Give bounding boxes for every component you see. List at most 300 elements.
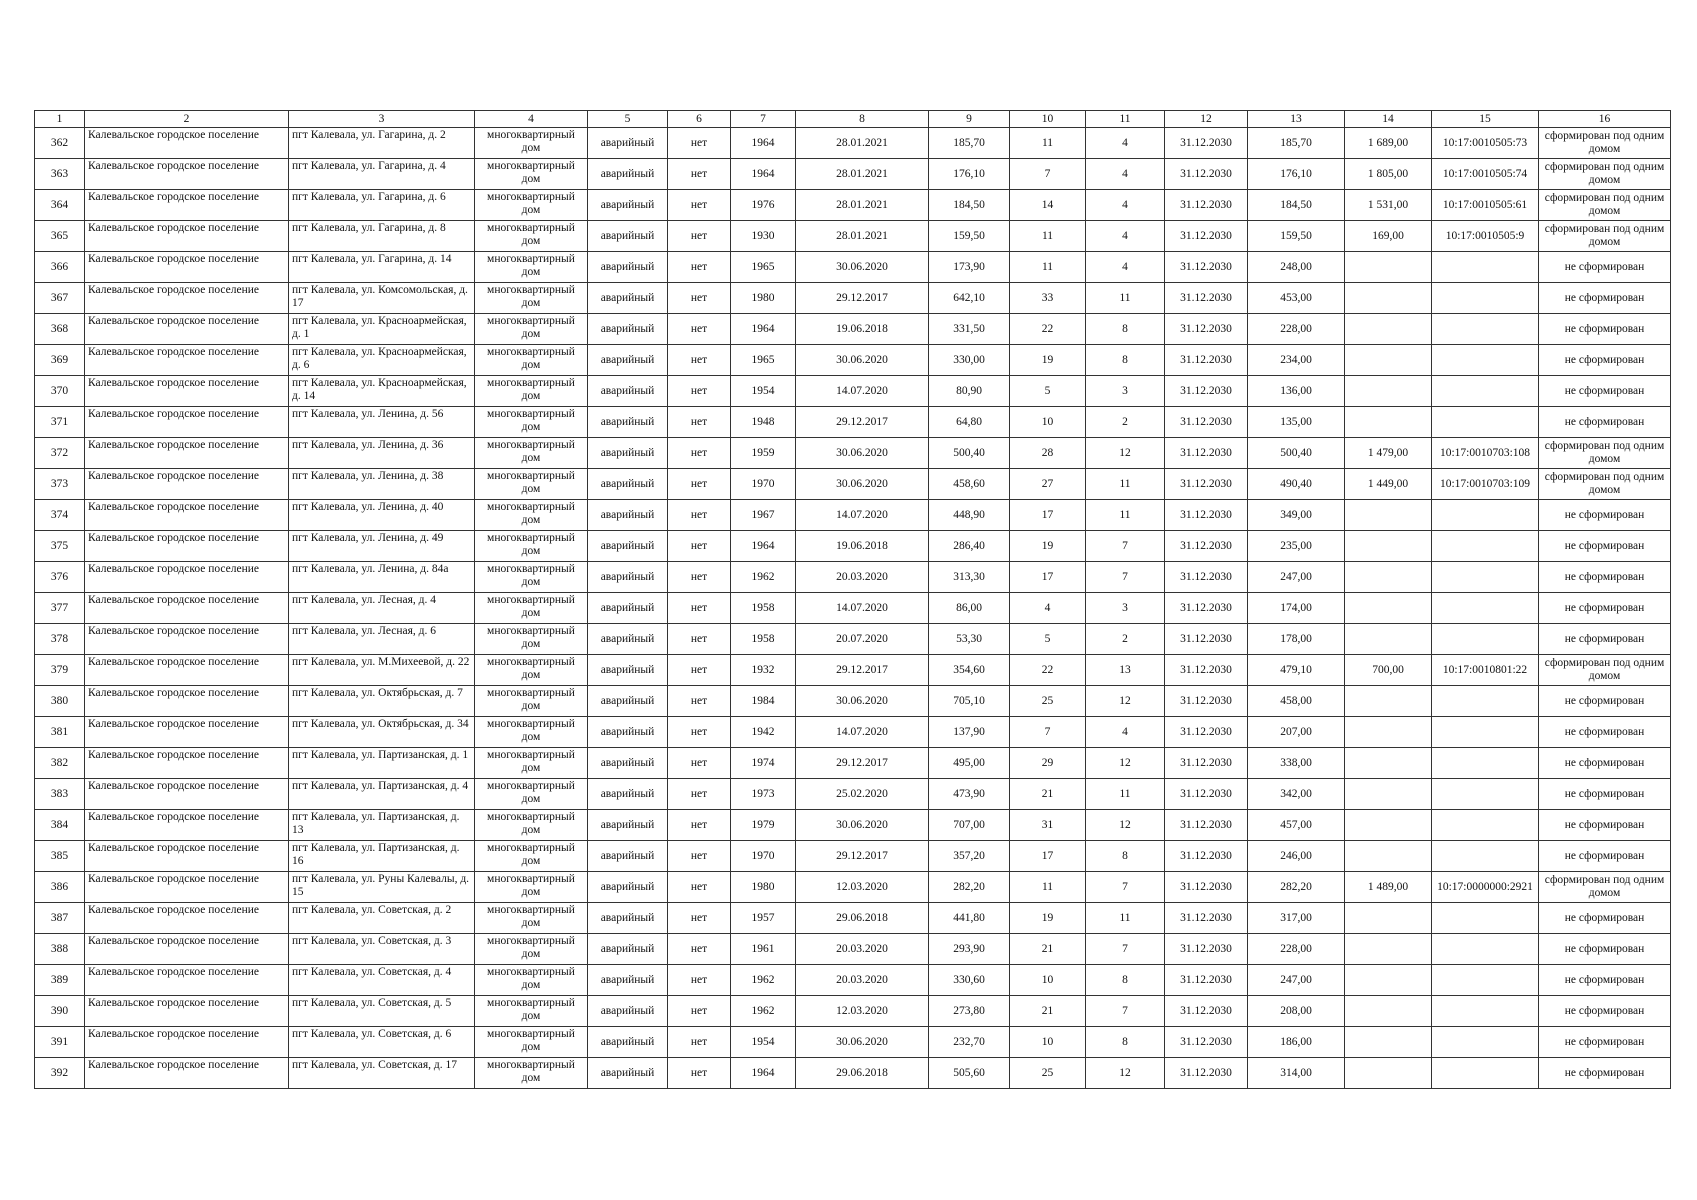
cell-building-type: многоквартирный дом xyxy=(475,376,588,407)
cell-address: пгт Калевала, ул. Партизанская, д. 16 xyxy=(289,841,475,872)
cell-deadline: 31.12.2030 xyxy=(1165,593,1248,624)
table-row xyxy=(35,903,1671,934)
cell-cadastral-number xyxy=(1432,283,1539,314)
table-row xyxy=(35,531,1671,562)
cell-address: пгт Калевала, ул. Октябрьская, д. 34 xyxy=(289,717,475,748)
cell-area-total: 178,00 xyxy=(1248,624,1345,655)
table-row xyxy=(35,1027,1671,1058)
cell-settlement: Калевальское городское поселение xyxy=(85,469,289,500)
cell-apartments: 11 xyxy=(1086,779,1165,810)
cell-cadastral-number xyxy=(1432,903,1539,934)
cell-land-area xyxy=(1345,779,1432,810)
cell-settlement: Калевальское городское поселение xyxy=(85,934,289,965)
table-row xyxy=(35,624,1671,655)
cell-apartments: 7 xyxy=(1086,996,1165,1027)
cell-area-total: 208,00 xyxy=(1248,996,1345,1027)
cell-condition: аварийный xyxy=(588,283,668,314)
cell-condition: аварийный xyxy=(588,965,668,996)
cell-condition: аварийный xyxy=(588,190,668,221)
cell-residents: 5 xyxy=(1010,624,1086,655)
table-row xyxy=(35,345,1671,376)
cell-building-type: многоквартирный дом xyxy=(475,779,588,810)
cell-area-total: 458,00 xyxy=(1248,686,1345,717)
table-row xyxy=(35,965,1671,996)
table-row xyxy=(35,686,1671,717)
cell-date: 29.06.2018 xyxy=(796,903,929,934)
cell-land-status: не сформирован xyxy=(1539,748,1671,779)
cell-land-area xyxy=(1345,624,1432,655)
cell-apartments: 12 xyxy=(1086,1058,1165,1089)
cell-row-number: 370 xyxy=(35,376,85,407)
cell-row-number: 371 xyxy=(35,407,85,438)
cell-address: пгт Калевала, ул. Советская, д. 2 xyxy=(289,903,475,934)
cell-apartments: 4 xyxy=(1086,128,1165,159)
cell-area-total: 248,00 xyxy=(1248,252,1345,283)
column-header-11: 11 xyxy=(1086,111,1165,128)
cell-cadastral-number xyxy=(1432,841,1539,872)
cell-apartments: 8 xyxy=(1086,345,1165,376)
cell-land-area xyxy=(1345,903,1432,934)
cell-land-area: 1 689,00 xyxy=(1345,128,1432,159)
cell-condition: аварийный xyxy=(588,345,668,376)
cell-building-type: многоквартирный дом xyxy=(475,469,588,500)
cell-area: 705,10 xyxy=(929,686,1010,717)
cell-date: 14.07.2020 xyxy=(796,376,929,407)
cell-deadline: 31.12.2030 xyxy=(1165,469,1248,500)
cell-build-year: 1942 xyxy=(731,717,796,748)
cell-date: 14.07.2020 xyxy=(796,593,929,624)
cell-row-number: 364 xyxy=(35,190,85,221)
cell-condition: аварийный xyxy=(588,810,668,841)
cell-residents: 28 xyxy=(1010,438,1086,469)
cell-row-number: 377 xyxy=(35,593,85,624)
cell-building-type: многоквартирный дом xyxy=(475,686,588,717)
cell-build-year: 1954 xyxy=(731,376,796,407)
cell-cadastral-number xyxy=(1432,531,1539,562)
cell-settlement: Калевальское городское поселение xyxy=(85,376,289,407)
cell-area-total: 490,40 xyxy=(1248,469,1345,500)
cell-build-year: 1962 xyxy=(731,996,796,1027)
cell-area-total: 247,00 xyxy=(1248,562,1345,593)
table-row xyxy=(35,1058,1671,1089)
cell-settlement: Калевальское городское поселение xyxy=(85,500,289,531)
cell-area: 286,40 xyxy=(929,531,1010,562)
cell-date: 12.03.2020 xyxy=(796,872,929,903)
cell-deadline: 31.12.2030 xyxy=(1165,283,1248,314)
cell-deadline: 31.12.2030 xyxy=(1165,748,1248,779)
cell-land-status: не сформирован xyxy=(1539,1027,1671,1058)
cell-area-total: 246,00 xyxy=(1248,841,1345,872)
cell-building-type: многоквартирный дом xyxy=(475,655,588,686)
cell-area-total: 453,00 xyxy=(1248,283,1345,314)
cell-relocated: нет xyxy=(668,531,731,562)
cell-row-number: 391 xyxy=(35,1027,85,1058)
cell-land-status: не сформирован xyxy=(1539,531,1671,562)
cell-apartments: 12 xyxy=(1086,748,1165,779)
cell-settlement: Калевальское городское поселение xyxy=(85,221,289,252)
cell-residents: 14 xyxy=(1010,190,1086,221)
cell-land-status: не сформирован xyxy=(1539,500,1671,531)
cell-area-total: 457,00 xyxy=(1248,810,1345,841)
cell-area-total: 135,00 xyxy=(1248,407,1345,438)
cell-settlement: Калевальское городское поселение xyxy=(85,748,289,779)
cell-date: 29.12.2017 xyxy=(796,841,929,872)
cell-date: 14.07.2020 xyxy=(796,717,929,748)
cell-condition: аварийный xyxy=(588,252,668,283)
cell-building-type: многоквартирный дом xyxy=(475,407,588,438)
table-row xyxy=(35,283,1671,314)
cell-land-area: 1 489,00 xyxy=(1345,872,1432,903)
column-header-5: 5 xyxy=(588,111,668,128)
cell-address: пгт Калевала, ул. Ленина, д. 40 xyxy=(289,500,475,531)
cell-build-year: 1980 xyxy=(731,872,796,903)
cell-row-number: 378 xyxy=(35,624,85,655)
cell-area-total: 342,00 xyxy=(1248,779,1345,810)
cell-relocated: нет xyxy=(668,903,731,934)
cell-condition: аварийный xyxy=(588,376,668,407)
cell-address: пгт Калевала, ул. Ленина, д. 84а xyxy=(289,562,475,593)
cell-land-area xyxy=(1345,1027,1432,1058)
cell-apartments: 8 xyxy=(1086,841,1165,872)
cell-deadline: 31.12.2030 xyxy=(1165,190,1248,221)
table-row xyxy=(35,376,1671,407)
cell-date: 30.06.2020 xyxy=(796,810,929,841)
cell-area-total: 159,50 xyxy=(1248,221,1345,252)
cell-land-area: 1 479,00 xyxy=(1345,438,1432,469)
cell-residents: 27 xyxy=(1010,469,1086,500)
cell-build-year: 1962 xyxy=(731,562,796,593)
cell-area: 185,70 xyxy=(929,128,1010,159)
cell-apartments: 4 xyxy=(1086,252,1165,283)
cell-relocated: нет xyxy=(668,221,731,252)
cell-area: 64,80 xyxy=(929,407,1010,438)
cell-row-number: 369 xyxy=(35,345,85,376)
column-header-14: 14 xyxy=(1345,111,1432,128)
cell-address: пгт Калевала, ул. Комсомольская, д. 17 xyxy=(289,283,475,314)
cell-relocated: нет xyxy=(668,624,731,655)
cell-area-total: 317,00 xyxy=(1248,903,1345,934)
cell-deadline: 31.12.2030 xyxy=(1165,779,1248,810)
cell-residents: 10 xyxy=(1010,407,1086,438)
cell-apartments: 8 xyxy=(1086,1027,1165,1058)
cell-build-year: 1961 xyxy=(731,934,796,965)
cell-land-status: не сформирован xyxy=(1539,624,1671,655)
cell-residents: 21 xyxy=(1010,779,1086,810)
cell-relocated: нет xyxy=(668,934,731,965)
cell-area: 176,10 xyxy=(929,159,1010,190)
cell-condition: аварийный xyxy=(588,1027,668,1058)
cell-settlement: Калевальское городское поселение xyxy=(85,841,289,872)
cell-land-status: не сформирован xyxy=(1539,841,1671,872)
cell-row-number: 382 xyxy=(35,748,85,779)
cell-area: 495,00 xyxy=(929,748,1010,779)
cell-apartments: 4 xyxy=(1086,717,1165,748)
cell-date: 12.03.2020 xyxy=(796,996,929,1027)
cell-land-status: сформирован под одним домом xyxy=(1539,221,1671,252)
cell-building-type: многоквартирный дом xyxy=(475,438,588,469)
cell-building-type: многоквартирный дом xyxy=(475,996,588,1027)
cell-apartments: 3 xyxy=(1086,376,1165,407)
cell-land-status: не сформирован xyxy=(1539,252,1671,283)
cell-building-type: многоквартирный дом xyxy=(475,965,588,996)
cell-residents: 25 xyxy=(1010,686,1086,717)
cell-condition: аварийный xyxy=(588,748,668,779)
cell-cadastral-number xyxy=(1432,810,1539,841)
cell-row-number: 374 xyxy=(35,500,85,531)
cell-apartments: 7 xyxy=(1086,531,1165,562)
cell-address: пгт Калевала, ул. Гагарина, д. 2 xyxy=(289,128,475,159)
table-row xyxy=(35,655,1671,686)
cell-address: пгт Калевала, ул. М.Михеевой, д. 22 xyxy=(289,655,475,686)
cell-row-number: 373 xyxy=(35,469,85,500)
cell-land-status: не сформирован xyxy=(1539,996,1671,1027)
cell-cadastral-number xyxy=(1432,748,1539,779)
cell-condition: аварийный xyxy=(588,593,668,624)
cell-relocated: нет xyxy=(668,655,731,686)
cell-area-total: 184,50 xyxy=(1248,190,1345,221)
cell-building-type: многоквартирный дом xyxy=(475,283,588,314)
cell-land-status: не сформирован xyxy=(1539,686,1671,717)
cell-cadastral-number xyxy=(1432,407,1539,438)
cell-relocated: нет xyxy=(668,159,731,190)
cell-area: 330,60 xyxy=(929,965,1010,996)
cell-area: 159,50 xyxy=(929,221,1010,252)
cell-relocated: нет xyxy=(668,252,731,283)
cell-condition: аварийный xyxy=(588,314,668,345)
cell-date: 25.02.2020 xyxy=(796,779,929,810)
cell-apartments: 12 xyxy=(1086,438,1165,469)
cell-residents: 10 xyxy=(1010,965,1086,996)
cell-condition: аварийный xyxy=(588,500,668,531)
cell-row-number: 372 xyxy=(35,438,85,469)
cell-area: 86,00 xyxy=(929,593,1010,624)
cell-condition: аварийный xyxy=(588,159,668,190)
cell-deadline: 31.12.2030 xyxy=(1165,624,1248,655)
cell-land-status: не сформирован xyxy=(1539,376,1671,407)
cell-residents: 7 xyxy=(1010,717,1086,748)
cell-date: 19.06.2018 xyxy=(796,531,929,562)
cell-apartments: 11 xyxy=(1086,903,1165,934)
cell-area: 458,60 xyxy=(929,469,1010,500)
cell-build-year: 1930 xyxy=(731,221,796,252)
cell-date: 28.01.2021 xyxy=(796,159,929,190)
cell-address: пгт Калевала, ул. Советская, д. 6 xyxy=(289,1027,475,1058)
cell-land-area: 1 531,00 xyxy=(1345,190,1432,221)
cell-deadline: 31.12.2030 xyxy=(1165,500,1248,531)
cell-settlement: Калевальское городское поселение xyxy=(85,314,289,345)
cell-cadastral-number xyxy=(1432,593,1539,624)
cell-build-year: 1967 xyxy=(731,500,796,531)
cell-relocated: нет xyxy=(668,283,731,314)
cell-land-status: не сформирован xyxy=(1539,345,1671,376)
cell-relocated: нет xyxy=(668,562,731,593)
table-row xyxy=(35,841,1671,872)
cell-build-year: 1964 xyxy=(731,159,796,190)
cell-residents: 25 xyxy=(1010,1058,1086,1089)
cell-build-year: 1964 xyxy=(731,1058,796,1089)
cell-residents: 19 xyxy=(1010,903,1086,934)
cell-cadastral-number xyxy=(1432,624,1539,655)
cell-land-status: не сформирован xyxy=(1539,965,1671,996)
cell-condition: аварийный xyxy=(588,221,668,252)
cell-date: 30.06.2020 xyxy=(796,469,929,500)
cell-row-number: 379 xyxy=(35,655,85,686)
cell-building-type: многоквартирный дом xyxy=(475,841,588,872)
cell-building-type: многоквартирный дом xyxy=(475,593,588,624)
cell-apartments: 8 xyxy=(1086,965,1165,996)
cell-apartments: 12 xyxy=(1086,810,1165,841)
cell-build-year: 1974 xyxy=(731,748,796,779)
cell-date: 29.12.2017 xyxy=(796,655,929,686)
cell-deadline: 31.12.2030 xyxy=(1165,407,1248,438)
cell-area-total: 282,20 xyxy=(1248,872,1345,903)
cell-cadastral-number xyxy=(1432,717,1539,748)
table-row xyxy=(35,779,1671,810)
cell-land-status: не сформирован xyxy=(1539,810,1671,841)
cell-deadline: 31.12.2030 xyxy=(1165,221,1248,252)
cell-apartments: 8 xyxy=(1086,314,1165,345)
cell-land-area xyxy=(1345,841,1432,872)
cell-settlement: Калевальское городское поселение xyxy=(85,996,289,1027)
cell-land-area xyxy=(1345,500,1432,531)
cell-cadastral-number xyxy=(1432,779,1539,810)
cell-row-number: 385 xyxy=(35,841,85,872)
cell-residents: 11 xyxy=(1010,221,1086,252)
cell-building-type: многоквартирный дом xyxy=(475,810,588,841)
cell-build-year: 1959 xyxy=(731,438,796,469)
cell-area: 642,10 xyxy=(929,283,1010,314)
cell-area-total: 349,00 xyxy=(1248,500,1345,531)
cell-cadastral-number xyxy=(1432,376,1539,407)
cell-settlement: Калевальское городское поселение xyxy=(85,717,289,748)
cell-residents: 21 xyxy=(1010,996,1086,1027)
cell-condition: аварийный xyxy=(588,686,668,717)
cell-residents: 29 xyxy=(1010,748,1086,779)
cell-cadastral-number xyxy=(1432,252,1539,283)
table-row xyxy=(35,190,1671,221)
cell-residents: 4 xyxy=(1010,593,1086,624)
cell-build-year: 1964 xyxy=(731,128,796,159)
table-row xyxy=(35,221,1671,252)
cell-cadastral-number xyxy=(1432,934,1539,965)
cell-relocated: нет xyxy=(668,996,731,1027)
cell-relocated: нет xyxy=(668,810,731,841)
cell-settlement: Калевальское городское поселение xyxy=(85,128,289,159)
cell-area: 137,90 xyxy=(929,717,1010,748)
cell-land-status: не сформирован xyxy=(1539,934,1671,965)
cell-building-type: многоквартирный дом xyxy=(475,190,588,221)
cell-build-year: 1957 xyxy=(731,903,796,934)
cell-land-status: не сформирован xyxy=(1539,283,1671,314)
cell-date: 30.06.2020 xyxy=(796,1027,929,1058)
cell-relocated: нет xyxy=(668,500,731,531)
cell-deadline: 31.12.2030 xyxy=(1165,345,1248,376)
cell-building-type: многоквартирный дом xyxy=(475,748,588,779)
cell-build-year: 1958 xyxy=(731,624,796,655)
cell-settlement: Калевальское городское поселение xyxy=(85,779,289,810)
cell-building-type: многоквартирный дом xyxy=(475,903,588,934)
cell-area: 313,30 xyxy=(929,562,1010,593)
cell-address: пгт Калевала, ул. Гагарина, д. 14 xyxy=(289,252,475,283)
cell-land-status: не сформирован xyxy=(1539,779,1671,810)
cell-building-type: многоквартирный дом xyxy=(475,717,588,748)
cell-relocated: нет xyxy=(668,345,731,376)
cell-building-type: многоквартирный дом xyxy=(475,345,588,376)
cell-residents: 11 xyxy=(1010,252,1086,283)
cell-settlement: Калевальское городское поселение xyxy=(85,190,289,221)
table-body xyxy=(35,128,1671,1089)
cell-address: пгт Калевала, ул. Ленина, д. 49 xyxy=(289,531,475,562)
cell-area: 53,30 xyxy=(929,624,1010,655)
cell-land-status: не сформирован xyxy=(1539,903,1671,934)
cell-address: пгт Калевала, ул. Руны Калевалы, д. 15 xyxy=(289,872,475,903)
cell-area: 354,60 xyxy=(929,655,1010,686)
cell-address: пгт Калевала, ул. Советская, д. 3 xyxy=(289,934,475,965)
cell-condition: аварийный xyxy=(588,438,668,469)
cell-area: 173,90 xyxy=(929,252,1010,283)
cell-build-year: 1965 xyxy=(731,345,796,376)
cell-apartments: 7 xyxy=(1086,934,1165,965)
cell-land-area: 1 805,00 xyxy=(1345,159,1432,190)
cell-deadline: 31.12.2030 xyxy=(1165,903,1248,934)
cell-build-year: 1984 xyxy=(731,686,796,717)
cell-relocated: нет xyxy=(668,841,731,872)
cell-land-status: сформирован под одним домом xyxy=(1539,159,1671,190)
cell-residents: 19 xyxy=(1010,531,1086,562)
cell-area: 273,80 xyxy=(929,996,1010,1027)
cell-settlement: Калевальское городское поселение xyxy=(85,810,289,841)
cell-apartments: 11 xyxy=(1086,283,1165,314)
cell-cadastral-number: 10:17:0010505:61 xyxy=(1432,190,1539,221)
cell-condition: аварийный xyxy=(588,469,668,500)
cell-land-status: не сформирован xyxy=(1539,1058,1671,1089)
cell-land-area xyxy=(1345,531,1432,562)
cell-cadastral-number xyxy=(1432,345,1539,376)
cell-relocated: нет xyxy=(668,686,731,717)
cell-deadline: 31.12.2030 xyxy=(1165,996,1248,1027)
cell-condition: аварийный xyxy=(588,934,668,965)
cell-date: 30.06.2020 xyxy=(796,345,929,376)
cell-deadline: 31.12.2030 xyxy=(1165,159,1248,190)
table-row xyxy=(35,748,1671,779)
cell-date: 14.07.2020 xyxy=(796,500,929,531)
cell-settlement: Калевальское городское поселение xyxy=(85,872,289,903)
table-row xyxy=(35,438,1671,469)
cell-residents: 31 xyxy=(1010,810,1086,841)
cell-row-number: 362 xyxy=(35,128,85,159)
column-header-3: 3 xyxy=(289,111,475,128)
table-row xyxy=(35,500,1671,531)
cell-address: пгт Калевала, ул. Октябрьская, д. 7 xyxy=(289,686,475,717)
cell-residents: 19 xyxy=(1010,345,1086,376)
cell-area-total: 207,00 xyxy=(1248,717,1345,748)
cell-row-number: 368 xyxy=(35,314,85,345)
table-row xyxy=(35,252,1671,283)
cell-date: 29.12.2017 xyxy=(796,748,929,779)
cell-settlement: Калевальское городское поселение xyxy=(85,965,289,996)
cell-relocated: нет xyxy=(668,128,731,159)
cell-row-number: 387 xyxy=(35,903,85,934)
table-row xyxy=(35,810,1671,841)
housing-table xyxy=(34,110,1671,1089)
cell-apartments: 2 xyxy=(1086,624,1165,655)
cell-land-area xyxy=(1345,376,1432,407)
cell-area: 500,40 xyxy=(929,438,1010,469)
cell-land-status: сформирован под одним домом xyxy=(1539,872,1671,903)
cell-condition: аварийный xyxy=(588,1058,668,1089)
header-row xyxy=(35,111,1671,128)
column-header-1: 1 xyxy=(35,111,85,128)
